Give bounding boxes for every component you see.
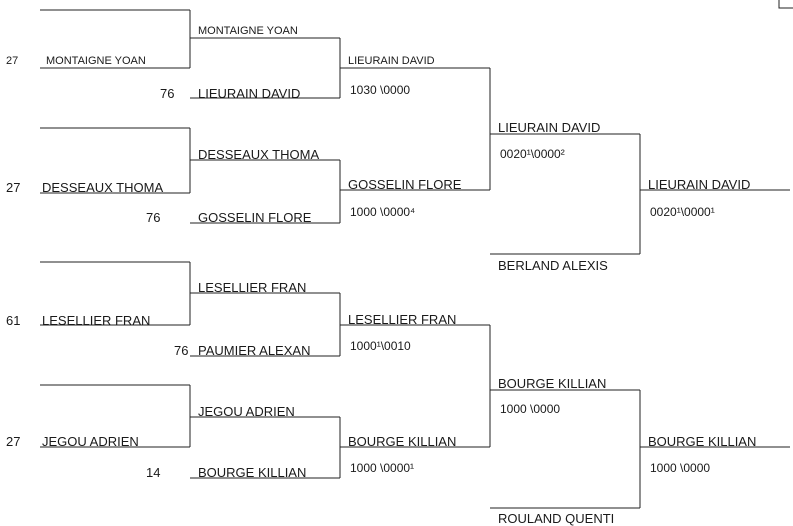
round4-winner-2: BOURGE KILLIAN (648, 434, 757, 449)
round2-winner-1: LIEURAIN DAVID (348, 55, 435, 67)
round1-player-1: MONTAIGNE YOAN (46, 55, 146, 67)
round1-player-5: LESELLIER FRAN (42, 313, 151, 328)
seed-4: 76 (146, 210, 161, 225)
round2-winner-2: GOSSELIN FLORE (348, 177, 462, 192)
round2-entry-2: DESSEAUX THOMA (198, 147, 320, 162)
round1-player-4: GOSSELIN FLORE (198, 210, 312, 225)
round3-winner-1: LIEURAIN DAVID (498, 120, 601, 135)
round2-score-4: 1000 \0000¹ (350, 461, 415, 475)
round4-winner-1: LIEURAIN DAVID (648, 177, 751, 192)
round4-score-1: 0020¹\0000¹ (650, 205, 715, 219)
round4-score-2: 1000 \0000 (650, 461, 711, 475)
round1-player-8: BOURGE KILLIAN (198, 465, 307, 480)
round1-player-6: PAUMIER ALEXAN (198, 343, 311, 358)
round3-opponent-1: BERLAND ALEXIS (498, 258, 608, 273)
round1-player-3: DESSEAUX THOMA (42, 180, 164, 195)
seed-3: 27 (6, 180, 21, 195)
round1-player-7: JEGOU ADRIEN (42, 434, 139, 449)
round2-score-1: 1030 \0000 (350, 83, 411, 97)
round2-score-2: 1000 \0000⁴ (350, 205, 416, 219)
seed-5: 61 (6, 313, 21, 328)
round3-opponent-2: ROULAND QUENTI (498, 511, 615, 526)
round2-entry-1: MONTAIGNE YOAN (198, 25, 298, 37)
seed-1: 27 (6, 55, 19, 67)
round2-entry-3: LESELLIER FRAN (198, 280, 307, 295)
seed-6: 76 (174, 343, 189, 358)
round3-score-1: 0020¹\0000² (500, 147, 565, 161)
round2-score-3: 1000¹\0010 (350, 339, 411, 353)
seed-8: 14 (146, 465, 161, 480)
round1-player-2: LIEURAIN DAVID (198, 86, 301, 101)
round3-score-2: 1000 \0000 (500, 402, 561, 416)
round2-entry-4: JEGOU ADRIEN (198, 404, 295, 419)
seed-2: 76 (160, 86, 175, 101)
round2-winner-4: BOURGE KILLIAN (348, 434, 457, 449)
round2-winner-3: LESELLIER FRAN (348, 312, 457, 327)
seed-7: 27 (6, 434, 21, 449)
round3-winner-2: BOURGE KILLIAN (498, 376, 607, 391)
